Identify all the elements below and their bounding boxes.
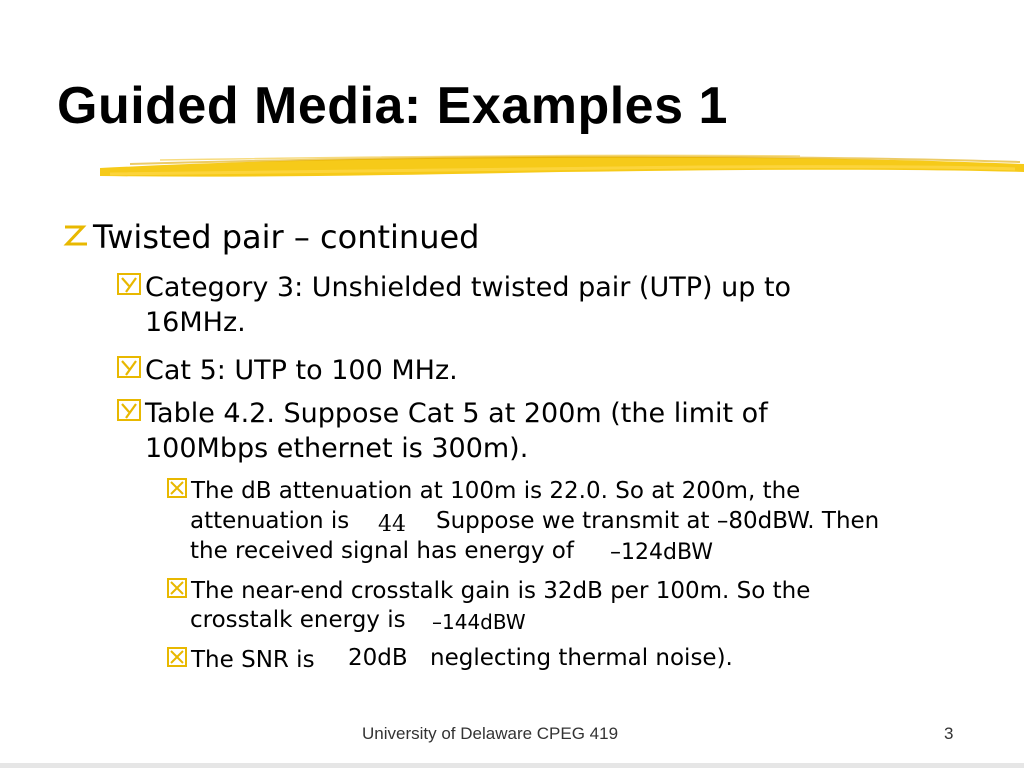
bullet-continuation: Suppose we transmit at –80dBW. Then bbox=[436, 508, 880, 534]
bullet-crosstalk bbox=[167, 578, 810, 603]
crosstalk-energy-overlay: –144dBW bbox=[428, 612, 530, 632]
footer-text: University of Delaware CPEG 419 bbox=[362, 724, 619, 743]
bullet-text: The near-end crosstalk gain is 32dB per 100m. So the bbox=[191, 578, 811, 604]
bullet-text: Category 3: Unshielded twisted pair (UTP) up to bbox=[145, 272, 792, 303]
z-bullet-icon bbox=[63, 224, 91, 248]
bullet-continuation: 100Mbps ethernet is 300m). bbox=[145, 433, 529, 464]
bullet-text: Cat 5: UTP to 100 MHz. bbox=[145, 355, 458, 386]
bullet-continuation: attenuation is bbox=[190, 508, 350, 534]
bullet-category-3 bbox=[117, 272, 791, 301]
received-energy-overlay: –124dBW bbox=[606, 542, 717, 564]
y-bullet-icon bbox=[117, 355, 143, 379]
attenuation-value-overlay: 44 bbox=[372, 514, 412, 536]
x-box-bullet-icon bbox=[167, 478, 189, 498]
y-bullet-icon bbox=[117, 398, 143, 422]
bullet-text: The dB attenuation at 100m is 22.0. So at 200m, the bbox=[191, 478, 801, 504]
bullet-text: Table 4.2. Suppose Cat 5 at 200m (the limit of bbox=[145, 398, 768, 429]
bullet-text: The SNR is bbox=[191, 647, 315, 673]
x-box-bullet-icon bbox=[167, 578, 189, 598]
bullet-twisted-pair bbox=[63, 218, 480, 256]
bullet-continuation: 16MHz. bbox=[145, 307, 246, 338]
bullet-continuation: crosstalk energy is bbox=[190, 607, 406, 633]
bullet-db-attenuation bbox=[167, 478, 800, 503]
title-underline-brush bbox=[100, 148, 1024, 188]
bullet-snr bbox=[167, 647, 315, 672]
slide-title: Guided Media: Examples 1 bbox=[57, 77, 728, 135]
bullet-continuation: neglecting thermal noise). bbox=[430, 645, 733, 671]
x-box-bullet-icon bbox=[167, 647, 189, 667]
page-number: 3 bbox=[944, 724, 954, 743]
bullet-text: Twisted pair – continued bbox=[93, 218, 480, 256]
bullet-cat-5 bbox=[117, 355, 458, 384]
bullet-table-4-2 bbox=[117, 398, 768, 427]
bullet-continuation: the received signal has energy of bbox=[190, 538, 574, 564]
bottom-divider bbox=[0, 763, 1024, 768]
y-bullet-icon bbox=[117, 272, 143, 296]
snr-value-overlay: 20dB bbox=[342, 647, 414, 670]
